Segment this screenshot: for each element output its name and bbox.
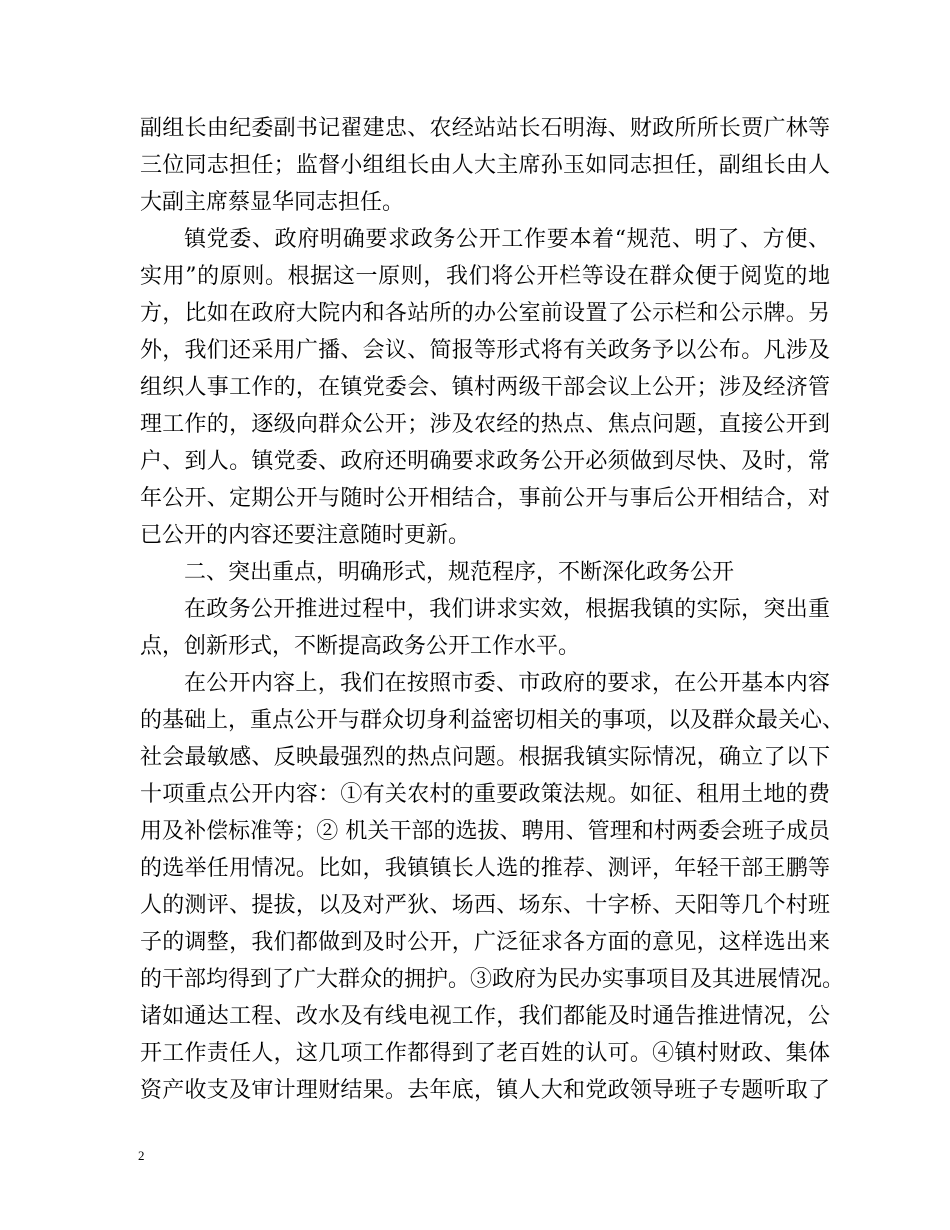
text-line: 方，比如在政府大院内和各站所的办公室前设置了公示栏和公示牌。另 [140, 301, 830, 326]
text-line: 的干部均得到了广大群众的拥护。③政府为民办实事项目及其进展情况。 [140, 967, 845, 992]
paragraph-first-line: 镇党委、政府明确要求政务公开工作要本着“规范、明了、方便、 [184, 227, 830, 252]
text-line: 资产收支及审计理财结果。去年底，镇人大和党政领导班子专题听取了 [140, 1078, 830, 1103]
text-line: 已公开的内容还要注意随时更新。 [140, 523, 471, 548]
text-line: 点，创新形式，不断提高政务公开工作水平。 [140, 634, 581, 659]
paragraph-first-line: 在政务公开推进过程中，我们讲求实效，根据我镇的实际，突出重 [184, 597, 830, 622]
text-line: 的基础上，重点公开与群众切身利益密切相关的事项，以及群众最关心、 [140, 708, 845, 733]
section-heading: 二、突出重点，明确形式，规范程序，不断深化政务公开 [184, 560, 735, 585]
text-line: 子的调整，我们都做到及时公开，广泛征求各方面的意见，这样选出来 [140, 930, 830, 955]
text-line: 社会最敏感、反映最强烈的热点问题。根据我镇实际情况，确立了以下 [140, 745, 830, 770]
text-line: 用及补偿标准等；② 机关干部的选拔、聘用、管理和村两委会班子成员 [140, 819, 830, 844]
text-line: 副组长由纪委副书记翟建忠、农经站站长石明海、财政所所长贾广林等 [140, 116, 830, 141]
text-line: 大副主席蔡显华同志担任。 [140, 190, 405, 215]
text-line: 实用”的原则。根据这一原则，我们将公开栏等设在群众便于阅览的地 [140, 264, 830, 289]
text-line: 外，我们还采用广播、会议、简报等形式将有关政务予以公布。凡涉及 [140, 338, 830, 363]
text-line: 诸如通达工程、改水及有线电视工作，我们都能及时通告推进情况，公 [140, 1004, 830, 1029]
text-line: 年公开、定期公开与随时公开相结合，事前公开与事后公开相结合，对 [140, 486, 830, 511]
paragraph-first-line: 在公开内容上，我们在按照市委、市政府的要求，在公开基本内容 [184, 671, 830, 696]
text-line: 户、到人。镇党委、政府还明确要求政务公开必须做到尽快、及时，常 [140, 449, 830, 474]
text-line: 开工作责任人，这几项工作都得到了老百姓的认可。④镇村财政、集体 [140, 1041, 830, 1066]
text-line: 的选举任用情况。比如，我镇镇长人选的推荐、测评，年轻干部王鹏等 [140, 856, 830, 881]
page-number: 2 [138, 1148, 145, 1163]
text-line: 组织人事工作的，在镇党委会、镇村两级干部会议上公开；涉及经济管 [140, 375, 830, 400]
text-line: 三位同志担任；监督小组组长由人大主席孙玉如同志担任，副组长由人 [140, 153, 830, 178]
text-line: 十项重点公开内容：①有关农村的重要政策法规。如征、租用土地的费 [140, 782, 830, 807]
text-line: 理工作的，逐级向群众公开；涉及农经的热点、焦点问题，直接公开到 [140, 412, 830, 437]
text-line: 人的测评、提拔，以及对严狄、场西、场东、十字桥、天阳等几个村班 [140, 893, 830, 918]
